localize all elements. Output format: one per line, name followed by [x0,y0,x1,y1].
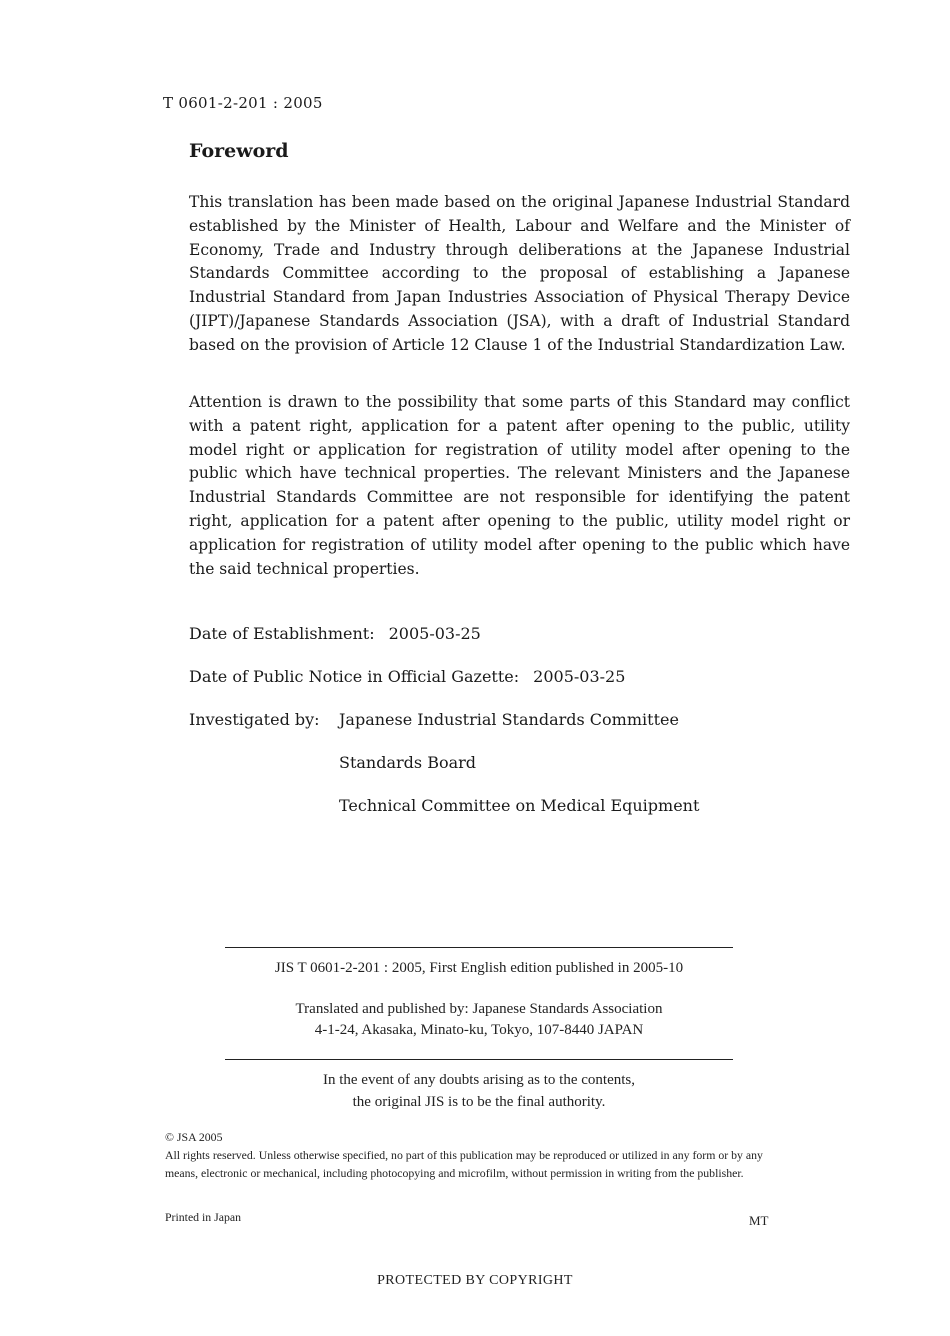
public-notice-date-label: Date of Public Notice in Official Gazette: [189,667,520,686]
imprint-top-rule [225,947,733,948]
authority-line-1: In the event of any doubts arising as to the contents, [322,1072,635,1088]
publisher-address: 4-1-24, Akasaka, Minato-ku, Tokyo, 107-8440 JAPAN [314,1022,644,1038]
copyright-line: © JSA 2005 [165,1130,223,1144]
public-notice-date-value: 2005-03-25 [533,667,626,686]
establishment-date-row [189,624,481,643]
investigated-by-technical-committee: Technical Committee on Medical Equipment [339,796,700,815]
investigated-by-board: Standards Board [339,753,477,772]
publisher-line: Translated and published by: Japanese Standards Association [295,1001,663,1017]
printed-in: Printed in Japan [165,1210,242,1224]
protected-notice: PROTECTED BY COPYRIGHT [377,1273,573,1288]
edition-line: JIS T 0601-2-201 : 2005, First English edition published in 2005-10 [274,960,684,976]
investigated-by-label: Investigated by: [189,710,320,729]
code-mark: MT [749,1213,769,1228]
establishment-date-value: 2005-03-25 [388,624,481,643]
imprint-bottom-rule [225,1059,733,1060]
investigated-by-committee: Japanese Industrial Standards Committee [339,710,679,729]
establishment-date-label: Date of Establishment: [189,624,375,643]
foreword-paragraph-1: This translation has been made based on the original Japanese Industrial Standard established by the Minister of Health, Labour and Welfare and the Minister of Economy, Trade and Industry through deliberations at the Japanese Industrial Standards Committee according to the proposal of establishing a Japanese Industrial Standard from Japan Industries Association of Physical Therapy Device (JIPT)/Japanese Standards Association (JSA), with a draft of Industrial Standard based on the provision of Article 12 Clause 1 of the Industrial Standardization Law. [189,193,850,354]
document-id: T 0601-2-201 : 2005 [163,94,323,112]
foreword-heading: Foreword [189,140,289,162]
authority-line-2: the original JIS is to be the final authority. [352,1094,606,1110]
public-notice-date-row [189,667,625,686]
rights-notice: All rights reserved. Unless otherwise specified, no part of this publication may be reproduced or utilized in any form or by any means, electronic or mechanical, including photocopying and microfilm, without permission in writing from the publisher. [165,1148,763,1180]
foreword-paragraph-2: Attention is drawn to the possibility that some parts of this Standard may conflict with a patent right, application for a patent after opening to the public, utility model right or application for registration of utility model after opening to the public which have technical properties. The relevant Ministers and the Japanese Industrial Standards Committee are not responsible for identifying the patent right, application for a patent after opening to the public, utility model right or application for registration of utility model after opening to the public which have the said technical properties. [189,393,850,578]
